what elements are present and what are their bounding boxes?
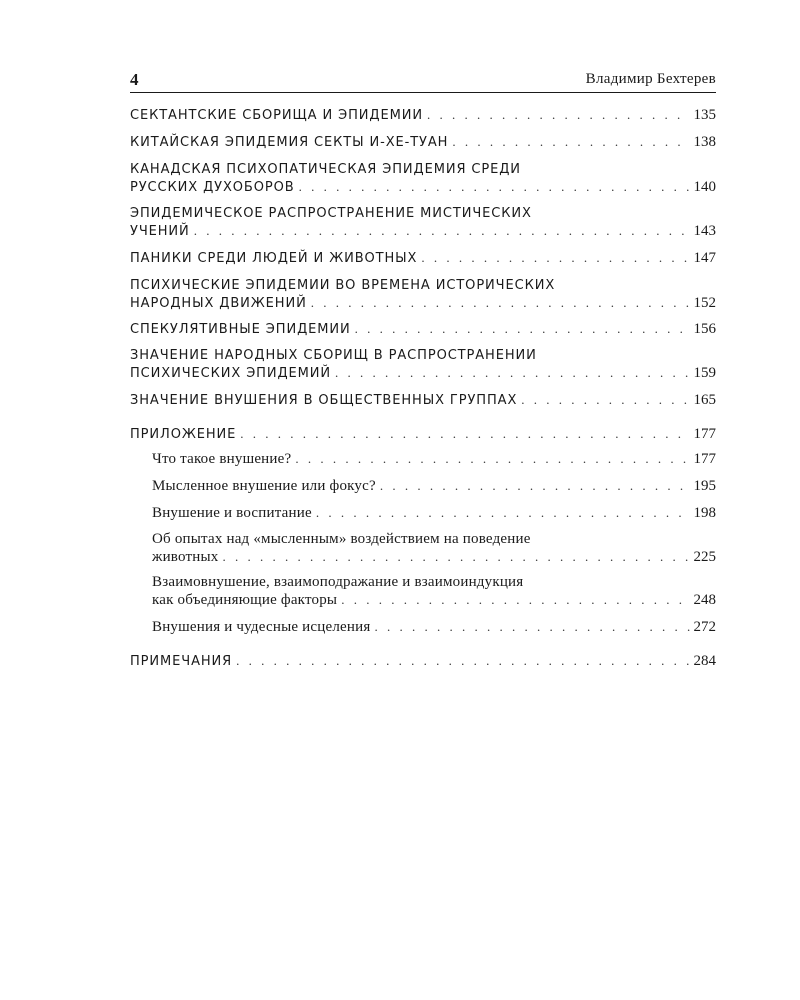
dot-leader <box>427 106 690 123</box>
page-number: 4 <box>130 70 139 89</box>
dot-leader <box>236 652 689 669</box>
toc-entry-page: 152 <box>693 295 716 311</box>
toc-entry-page: 177 <box>693 451 716 467</box>
dot-leader <box>452 133 689 150</box>
toc-entry-title: ЗНАЧЕНИЕ ВНУШЕНИЯ В ОБЩЕСТВЕННЫХ ГРУППАХ <box>130 393 518 408</box>
running-title-author: Владимир Бехтерев <box>585 71 716 87</box>
toc-entry-title: ПАНИКИ СРЕДИ ЛЮДЕЙ И ЖИВОТНЫХ <box>130 251 418 266</box>
toc-entry-title: Внушения и чудесные исцеления <box>152 619 371 635</box>
toc-subentry <box>152 504 716 521</box>
page-header <box>130 70 716 93</box>
toc-entry-title: Что такое внушение? <box>152 451 292 467</box>
toc-entry-page: 284 <box>693 653 716 669</box>
dot-leader <box>240 425 689 442</box>
dot-leader <box>311 294 690 311</box>
toc-entry-title: Мысленное внушение или фокус? <box>152 478 376 494</box>
dot-leader <box>194 222 690 239</box>
toc-entry-notes <box>130 652 716 669</box>
toc-entry-title: СПЕКУЛЯТИВНЫЕ ЭПИДЕМИИ <box>130 322 351 337</box>
toc-entry-title: ЗНАЧЕНИЕ НАРОДНЫХ СБОРИЩ В РАСПРОСТРАНЕНИИ <box>130 348 537 363</box>
toc-entry-title: КАНАДСКАЯ ПСИХОПАТИЧЕСКАЯ ЭПИДЕМИЯ СРЕДИ <box>130 162 521 177</box>
toc-entry-page: 165 <box>693 392 716 408</box>
toc-entry-title: Внушение и воспитание <box>152 505 312 521</box>
dot-leader <box>521 391 689 408</box>
dot-leader <box>299 178 690 195</box>
toc-entry-title: ЭПИДЕМИЧЕСКОЕ РАСПРОСТРАНЕНИЕ МИСТИЧЕСКИХ <box>130 206 532 221</box>
toc-entry-title: Об опытах над «мысленным» воздействием на поведение <box>152 531 531 547</box>
toc-entry <box>130 106 716 123</box>
toc-entry <box>130 249 716 266</box>
toc-entry-title-continued: НАРОДНЫХ ДВИЖЕНИЙ <box>130 296 307 311</box>
toc-entry <box>130 277 716 311</box>
toc-entry-title: ПСИХИЧЕСКИЕ ЭПИДЕМИИ ВО ВРЕМЕНА ИСТОРИЧЕСКИХ <box>130 278 556 293</box>
toc-entry-title: ПРИЛОЖЕНИЕ <box>130 427 237 442</box>
toc-entry-page: 140 <box>693 179 716 195</box>
toc-entry-title: СЕКТАНТСКИЕ СБОРИЩА И ЭПИДЕМИИ <box>130 108 423 123</box>
toc-entry-page: 225 <box>693 549 716 565</box>
dot-leader <box>421 249 689 266</box>
toc-entry-title: ПРИМЕЧАНИЯ <box>130 654 233 669</box>
toc-entry-title-continued: животных <box>152 549 219 565</box>
dot-leader <box>341 591 689 608</box>
toc-entry-page: 147 <box>693 250 716 266</box>
toc-entry-page: 177 <box>693 426 716 442</box>
toc-subentry <box>152 618 716 635</box>
toc-entry <box>130 161 716 195</box>
toc-subentry <box>152 477 716 494</box>
toc-entry-page: 143 <box>693 223 716 239</box>
toc-entry-page: 135 <box>693 107 716 123</box>
dot-leader <box>335 364 689 381</box>
dot-leader <box>374 618 689 635</box>
toc-entry-title: Взаимовнушение, взаимоподражание и взаимоиндукция <box>152 574 524 590</box>
toc-entry <box>130 205 716 239</box>
dot-leader <box>380 477 690 494</box>
toc-entry-title-continued: УЧЕНИЙ <box>130 224 190 239</box>
toc-entry <box>130 347 716 381</box>
toc-subentry <box>152 574 716 608</box>
toc-entry-page: 138 <box>693 134 716 150</box>
dot-leader <box>222 548 689 565</box>
toc-entry-appendix <box>130 425 716 442</box>
toc-entry-page: 248 <box>693 592 716 608</box>
toc-subentry <box>152 450 716 467</box>
dot-leader <box>355 320 690 337</box>
toc-entry-title-continued: ПСИХИЧЕСКИХ ЭПИДЕМИЙ <box>130 366 332 381</box>
dot-leader <box>316 504 690 521</box>
dot-leader <box>295 450 689 467</box>
toc-subentry <box>152 531 716 565</box>
toc-entry-page: 156 <box>693 321 716 337</box>
toc-entry <box>130 320 716 337</box>
toc-entry-page: 195 <box>693 478 716 494</box>
toc-entry-title-continued: РУССКИХ ДУХОБОРОВ <box>130 180 295 195</box>
toc-entry <box>130 133 716 150</box>
toc-entry-page: 272 <box>693 619 716 635</box>
toc-entry <box>130 391 716 408</box>
toc-entry-title: КИТАЙСКАЯ ЭПИДЕМИЯ СЕКТЫ И-ХЕ-ТУАН <box>130 135 449 150</box>
toc-entry-page: 159 <box>693 365 716 381</box>
toc-entry-title-continued: как объединяющие факторы <box>152 592 338 608</box>
toc-entry-page: 198 <box>693 505 716 521</box>
